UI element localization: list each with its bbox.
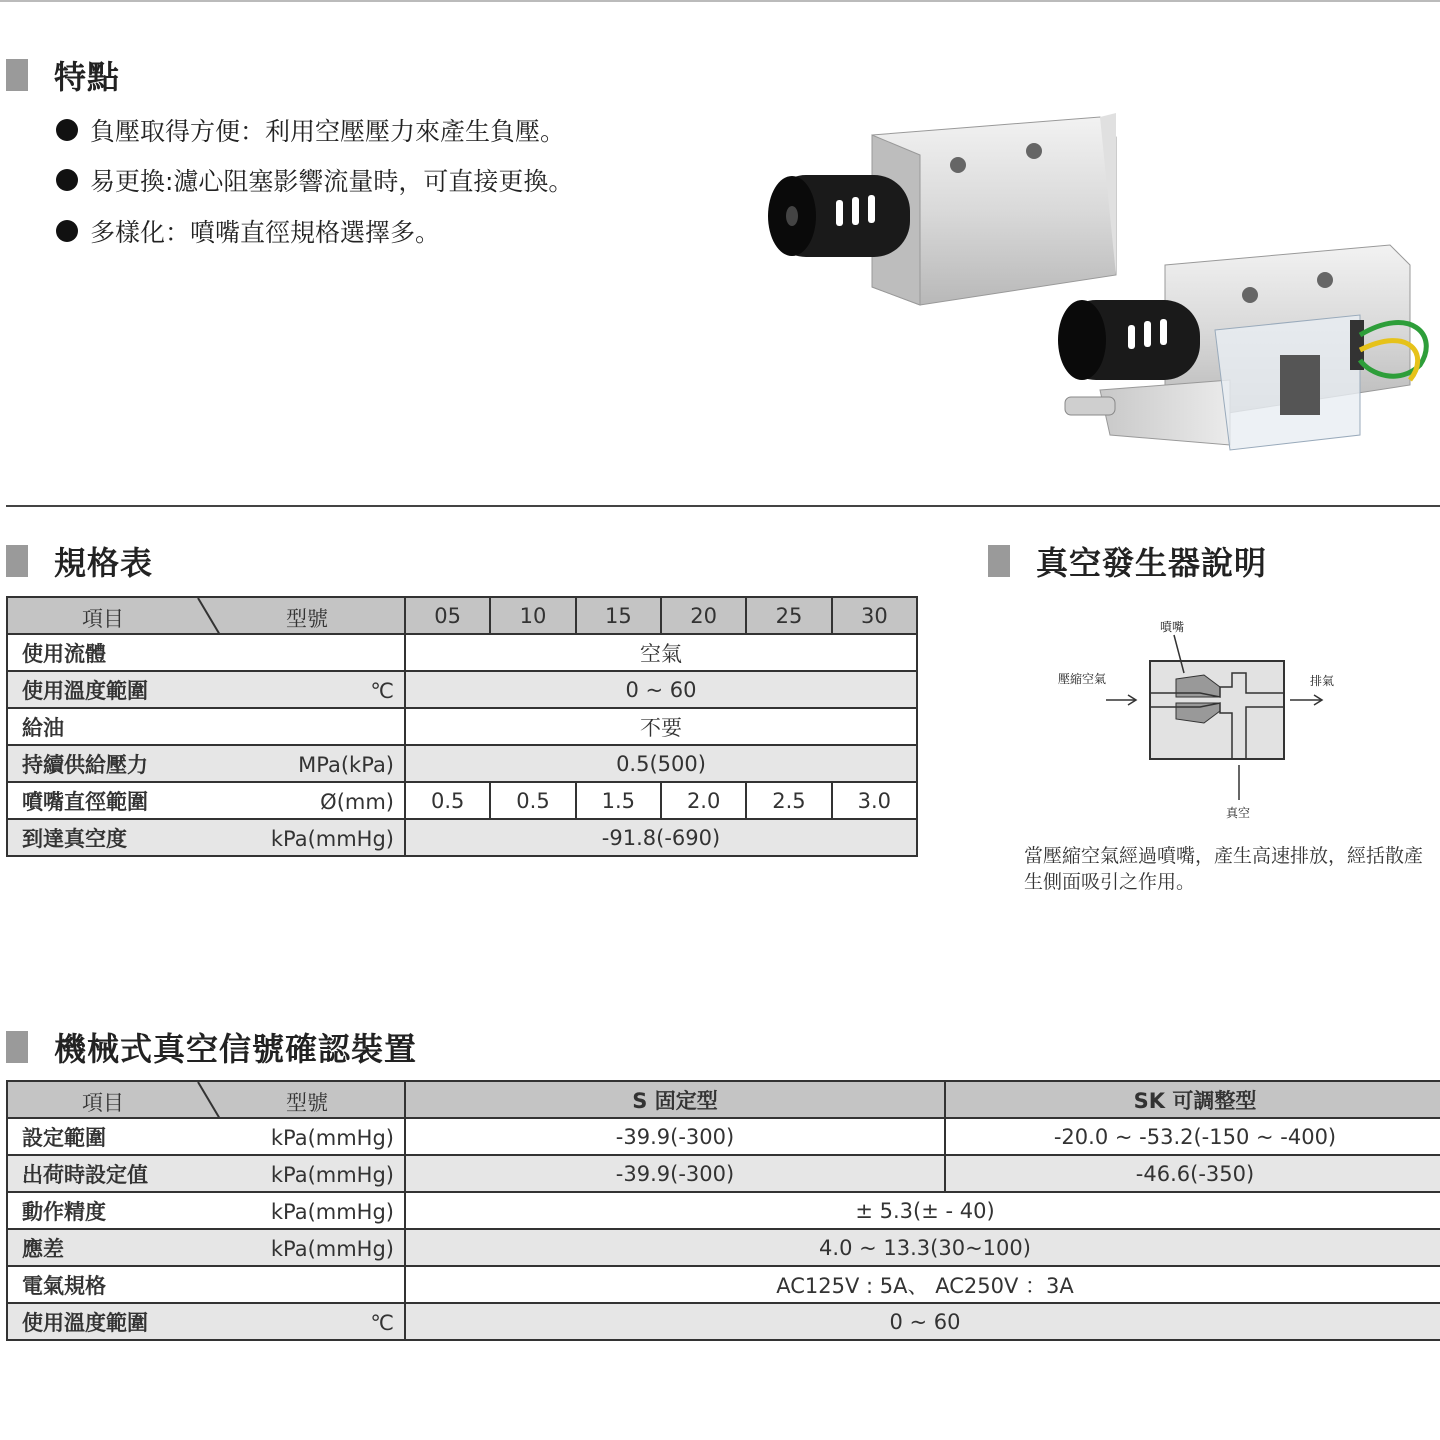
switch-table [6,1080,1440,1341]
row-label [7,634,405,671]
row-name: 出荷時設定值 [22,1162,148,1187]
row-label [7,671,405,708]
row-label [7,782,405,819]
row-value: 1.5 [576,782,661,819]
row-name: 給油 [22,715,64,740]
top-rule [0,0,1440,2]
row-label [7,819,405,856]
row-label [7,1266,405,1303]
switch-title: 機械式真空信號確認裝置 [54,1030,418,1068]
table-row [7,1266,1440,1303]
header-item: 項目 [82,1091,124,1115]
row-value-sk: -46.6(-350) [945,1155,1440,1192]
spec-table [6,596,918,857]
row-label [7,1192,405,1229]
row-name: 使用流體 [22,641,106,666]
model-s-header: S 固定型 [405,1081,945,1118]
row-value: 0.5 [490,782,575,819]
row-label [7,1303,405,1340]
row-value: 空氣 [405,634,917,671]
inlet-label: 壓縮空氣 [1058,672,1107,686]
model-column: 25 [746,597,831,634]
table-header-row [7,1081,1440,1118]
bullet-icon [56,220,78,242]
row-name: 設定範圍 [22,1125,106,1150]
row-unit: MPa(kPa) [298,753,394,777]
row-value: 3.0 [832,782,917,819]
table-header-row [7,597,917,634]
model-sk-header: SK 可調整型 [945,1081,1440,1118]
row-label [7,745,405,782]
row-name: 動作精度 [22,1199,106,1224]
feature-item [56,162,573,198]
row-value: -91.8(-690) [405,819,917,856]
exhaust-label: 排氣 [1310,674,1335,688]
table-row [7,819,917,856]
row-name: 使用溫度範圍 [22,678,148,703]
heading-marker [988,545,1010,577]
row-value: 4.0 ~ 13.3(30~100) [405,1229,1440,1266]
switch-heading [6,1024,417,1070]
model-column: 05 [405,597,490,634]
features-title: 特點 [54,58,121,96]
model-column: 30 [832,597,917,634]
row-value-s: -39.9(-300) [405,1118,945,1155]
row-unit: kPa(mmHg) [270,1237,394,1261]
row-unit: kPa(mmHg) [270,1200,394,1224]
row-label [7,1155,405,1192]
row-unit: Ø(mm) [320,790,394,814]
row-name: 噴嘴直徑範圍 [22,789,148,814]
row-value: 0.5 [405,782,490,819]
feature-item [56,112,565,148]
section-divider [6,505,1440,507]
table-row [7,1229,1440,1266]
row-value: 不要 [405,708,917,745]
vacuum-label: 真空 [1226,806,1251,820]
row-unit: kPa(mmHg) [270,1163,394,1187]
feature-text: 多樣化：噴嘴直徑規格選擇多。 [90,218,441,247]
row-value: AC125V : 5A、 AC250V ：3A [405,1266,1440,1303]
heading-marker [6,1031,28,1063]
table-row [7,1118,1440,1155]
bullet-icon [56,169,78,191]
header-model: 型號 [286,607,328,631]
row-unit: ℃ [370,679,394,703]
table-row [7,1155,1440,1192]
table-row [7,782,917,819]
features-heading [6,52,120,98]
table-row [7,671,917,708]
row-value: 0 ~ 60 [405,671,917,708]
ejector-plain [768,113,1116,305]
table-row [7,745,917,782]
row-name: 使用溫度範圍 [22,1310,148,1335]
heading-marker [6,545,28,577]
table-row [7,708,917,745]
row-unit: kPa(mmHg) [270,1126,394,1150]
model-column: 20 [661,597,746,634]
row-label [7,1118,405,1155]
row-label [7,708,405,745]
feature-item [56,213,440,249]
product-photo [760,105,1440,455]
spec-heading [6,538,153,584]
table-row [7,634,917,671]
generator-description: 當壓縮空氣經過噴嘴，產生高速排放，經括散產生側面吸引之作用。 [1024,845,1424,893]
generator-title: 真空發生器說明 [1036,544,1268,582]
row-name: 電氣規格 [22,1273,106,1298]
row-name: 持續供給壓力 [22,752,148,777]
row-name: 應差 [22,1236,64,1261]
row-value: 2.0 [661,782,746,819]
header-item-model-cell [7,597,405,634]
ejector-diagram [1050,615,1350,825]
model-column: 10 [490,597,575,634]
row-unit: ℃ [370,1311,394,1335]
feature-text: 易更換:濾心阻塞影響流量時，可直接更換。 [90,167,574,196]
model-column: 15 [576,597,661,634]
row-value: ± 5.3(± - 40) [405,1192,1440,1229]
spec-title: 規格表 [54,544,154,582]
table-row [7,1192,1440,1229]
row-value-s: -39.9(-300) [405,1155,945,1192]
generator-heading [988,538,1267,584]
row-value: 0 ~ 60 [405,1303,1440,1340]
row-name: 到達真空度 [22,826,127,851]
diagonal-divider [8,598,406,635]
row-value-sk: -20.0 ~ -53.2(-150 ~ -400) [945,1118,1440,1155]
feature-text: 負壓取得方便：利用空壓壓力來產生負壓。 [90,117,566,146]
row-unit: kPa(mmHg) [270,827,394,851]
header-model: 型號 [286,1091,328,1115]
table-row [7,1303,1440,1340]
diagonal-divider [8,1082,406,1119]
heading-marker [6,59,28,91]
nozzle-label: 噴嘴 [1160,620,1185,634]
header-item: 項目 [82,607,124,631]
row-value: 0.5(500) [405,745,917,782]
row-value: 2.5 [746,782,831,819]
header-item-model-cell [7,1081,405,1118]
row-label [7,1229,405,1266]
bullet-icon [56,119,78,141]
